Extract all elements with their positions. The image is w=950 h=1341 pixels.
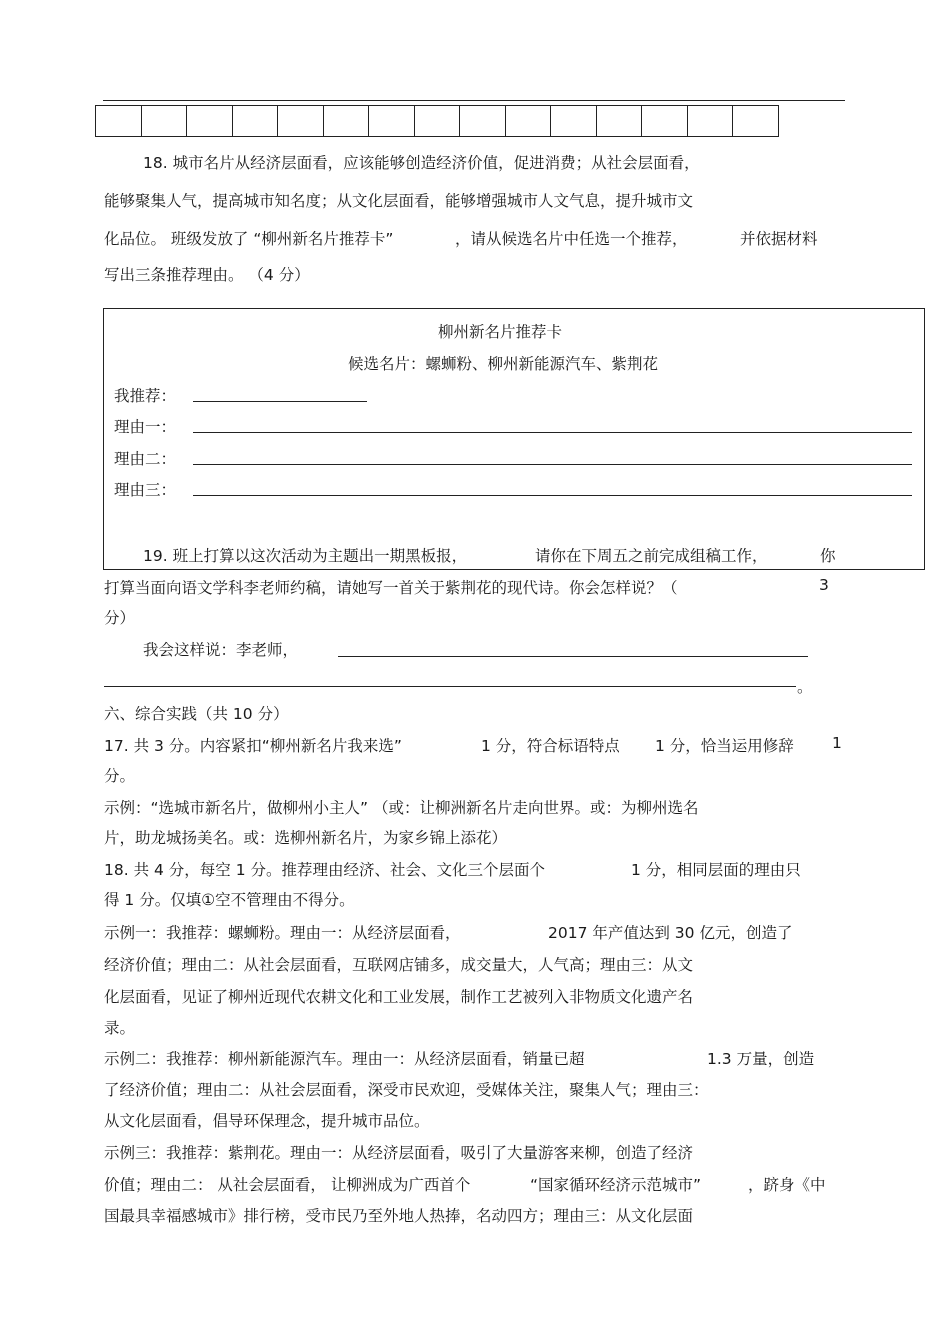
q18-line4: 写出三条推荐理由。 （4 分） xyxy=(104,266,310,284)
a17-line1d: 1 xyxy=(832,734,842,752)
example3-line2a: 价值；理由二： 从社会层面看， 让柳洲成为广西首个 xyxy=(104,1176,471,1194)
example3-line2b: “国家循环经济示范城市” xyxy=(530,1176,702,1194)
example3-line2c: ，跻身《中 xyxy=(748,1176,826,1194)
q19-line1b: 请你在下周五之前完成组稿工作， xyxy=(535,547,768,565)
example2-line2: 了经济价值；理由二：从社会层面看，深受市民欢迎，受媒体关注，聚集人气；理由三： xyxy=(104,1081,709,1099)
q19-line2b: 3 xyxy=(819,576,829,594)
example3-line1: 示例三：我推荐：紫荆花。理由一：从经济层面看，吸引了大量游客来柳，创造了经济 xyxy=(104,1144,694,1162)
example2-line1b: 1.3 万量，创造 xyxy=(707,1050,815,1068)
q19-answer-blank-2[interactable] xyxy=(104,686,796,687)
answer-grid-cell[interactable] xyxy=(278,105,324,137)
answer-grid-cell[interactable] xyxy=(597,105,643,137)
a17-line1a: 17. 共 3 分。内容紧扣“柳州新名片我来选” xyxy=(104,737,402,755)
q19-line1c: 你 xyxy=(820,547,836,565)
q19-line2a: 打算当面向语文学科李老师约稿，请她写一首关于紫荆花的现代诗。你会怎样说？（ xyxy=(104,579,678,597)
q19-answer-blank-1[interactable] xyxy=(338,656,808,657)
example2-line3: 从文化层面看，倡导环保理念，提升城市品位。 xyxy=(104,1112,430,1130)
answer-grid-cell[interactable] xyxy=(642,105,688,137)
a18-line1a: 18. 共 4 分，每空 1 分。推荐理由经济、社会、文化三个层面个 xyxy=(104,861,546,879)
q19-say-label: 我会这样说：李老师， xyxy=(143,641,299,659)
q18-line1: 18. 城市名片从经济层面看，应该能够创造经济价值，促进消费；从社会层面看， xyxy=(143,154,700,172)
example1-line1a: 示例一：我推荐：螺蛳粉。理由一：从经济层面看， xyxy=(104,924,461,942)
q19-line3: 分） xyxy=(104,609,136,627)
section6-heading: 六、综合实践（共 10 分） xyxy=(104,705,289,723)
answer-grid-cell[interactable] xyxy=(733,105,779,137)
answer-grid-cell[interactable] xyxy=(506,105,552,137)
q19-line1a: 19. 班上打算以这次活动为主题出一期黑板报， xyxy=(143,547,468,565)
recommendation-card xyxy=(103,308,925,570)
answer-grid-cell[interactable] xyxy=(460,105,506,137)
a17-line1b: 1 分，符合标语特点 xyxy=(481,737,620,755)
answer-grid-cell[interactable] xyxy=(233,105,279,137)
reason3-label: 理由三： xyxy=(114,481,177,499)
recommend-blank[interactable] xyxy=(193,401,367,402)
a18-line2: 得 1 分。仅填①空不管理由不得分。 xyxy=(104,891,355,909)
example1-line2: 经济价值；理由二：从社会层面看，互联网店铺多，成交量大，人气高；理由三：从文 xyxy=(104,956,694,974)
answer-grid-cell[interactable] xyxy=(142,105,188,137)
answer-grid-cell[interactable] xyxy=(369,105,415,137)
answer-grid xyxy=(95,105,779,137)
example-line2: 片，助龙城扬美名。或：选柳州新名片，为家乡锦上添花） xyxy=(104,829,508,847)
example3-line3: 国最具幸福感城市》排行榜，受市民乃至外地人热捧，名动四方；理由三：从文化层面 xyxy=(104,1207,694,1225)
q18-line3b: ，请从候选名片中任选一个推荐， xyxy=(455,230,688,248)
answer-grid-cell[interactable] xyxy=(324,105,370,137)
a17-line1c: 1 分，恰当运用修辞 xyxy=(655,737,794,755)
answer-grid-cell[interactable] xyxy=(96,105,142,137)
example1-line1b: 2017 年产值达到 30 亿元，创造了 xyxy=(548,924,793,942)
answer-grid-cell[interactable] xyxy=(187,105,233,137)
q18-line3a: 化品位。 班级发放了 “柳州新名片推荐卡” xyxy=(104,230,394,248)
answer-grid-cell[interactable] xyxy=(551,105,597,137)
reason2-label: 理由二： xyxy=(114,450,177,468)
a17-line2: 分。 xyxy=(104,767,136,785)
q18-line2: 能够聚集人气，提高城市知名度；从文化层面看，能够增强城市人文气息，提升城市文 xyxy=(104,192,694,210)
top-rule xyxy=(103,100,845,101)
example-line1: 示例：“选城市新名片，做柳州小主人” （或：让柳洲新名片走向世界。或：为柳州选名 xyxy=(104,799,699,817)
q18-line3c: 并依据材料 xyxy=(740,230,818,248)
example1-line3: 化层面看，见证了柳州近现代农耕文化和工业发展，制作工艺被列入非物质文化遗产名 xyxy=(104,988,694,1006)
reason1-blank[interactable] xyxy=(193,432,912,433)
recommend-label: 我推荐： xyxy=(114,387,177,405)
example1-line4: 录。 xyxy=(104,1019,136,1037)
reason2-blank[interactable] xyxy=(193,464,912,465)
example2-line1a: 示例二：我推荐：柳州新能源汽车。理由一：从经济层面看，销量已超 xyxy=(104,1050,585,1068)
card-title: 柳州新名片推荐卡 xyxy=(438,323,563,341)
reason1-label: 理由一： xyxy=(114,418,177,436)
answer-grid-cell[interactable] xyxy=(688,105,734,137)
answer-grid-cell[interactable] xyxy=(415,105,461,137)
q19-end-mark: 。 xyxy=(797,678,813,696)
card-candidates: 候选名片：螺蛳粉、柳州新能源汽车、紫荆花 xyxy=(348,355,659,373)
reason3-blank[interactable] xyxy=(193,495,912,496)
a18-line1b: 1 分，相同层面的理由只 xyxy=(631,861,801,879)
